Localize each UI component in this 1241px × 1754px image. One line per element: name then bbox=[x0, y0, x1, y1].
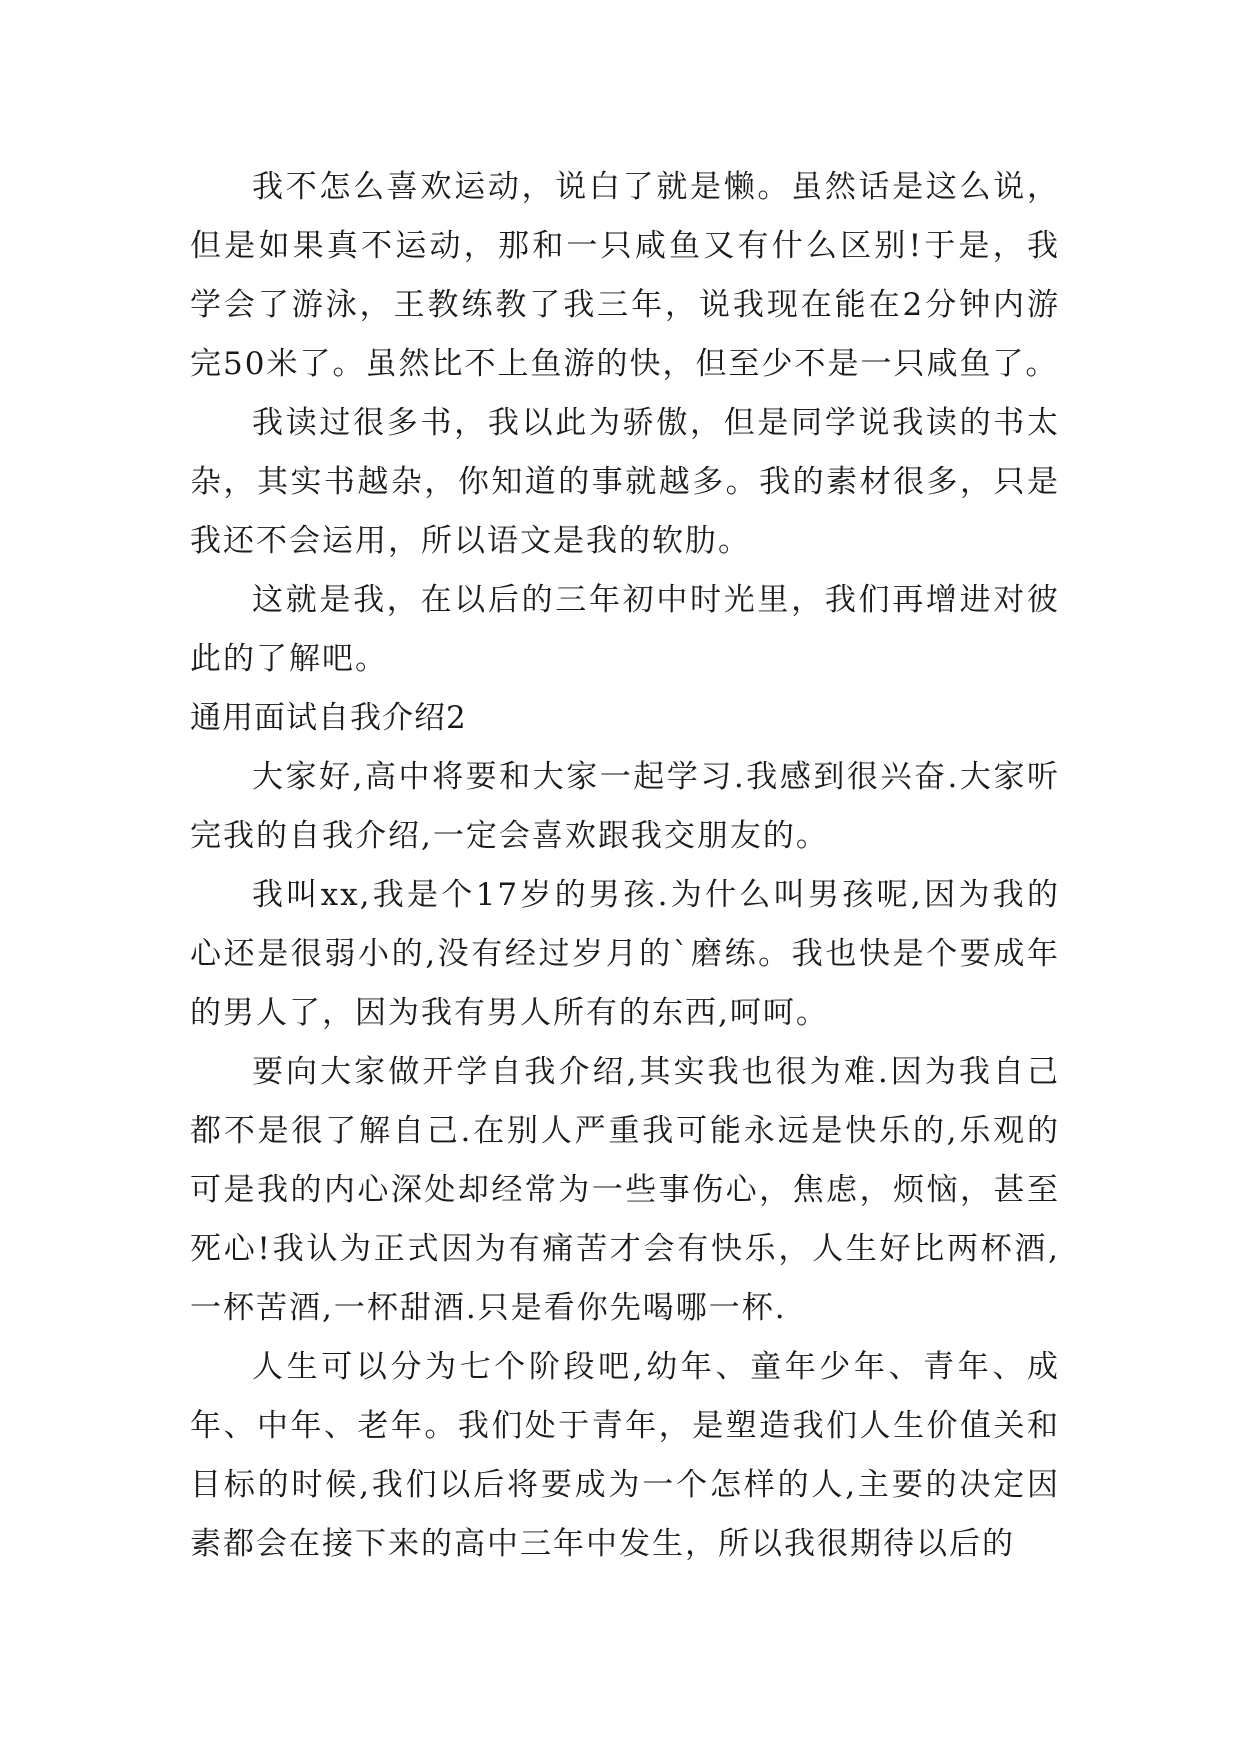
paragraph-exercise: 我不怎么喜欢运动，说白了就是懒。虽然话是这么说，但是如果真不运动，那和一只咸鱼又有什么区别!于是，我学会了游泳，王教练教了我三年，说我现在能在2分钟内游完50米了。虽然比不上鱼游的快，但至少不是一只咸鱼了。 bbox=[190, 169, 1060, 382]
paragraph-reading: 我读过很多书，我以此为骄傲，但是同学说我读的书太杂，其实书越杂，你知道的事就越多。我的素材很多，只是我还不会运用，所以语文是我的软肋。 bbox=[190, 405, 1060, 559]
paragraph-name-age: 我叫xx,我是个17岁的男孩.为什么叫男孩呢,因为我的心还是很弱小的,没有经过岁月的`磨练。我也快是个要成年的男人了，因为我有男人所有的东西,呵呵。 bbox=[190, 877, 1060, 1031]
document-body bbox=[190, 158, 1060, 1574]
paragraph-self-reflection: 要向大家做开学自我介绍,其实我也很为难.因为我自己都不是很了解自己.在别人严重我可能永远是快乐的,乐观的可是我的内心深处却经常为一些事伤心，焦虑，烦恼，甚至死心!我认为正式因为有痛苦才会有快乐，人生好比两杯酒,一杯苦酒,一杯甜酒.只是看你先喝哪一杯. bbox=[190, 1054, 1060, 1326]
paragraph-closing: 这就是我，在以后的三年初中时光里，我们再增进对彼此的了解吧。 bbox=[190, 582, 1060, 677]
paragraph-life-stages: 人生可以分为七个阶段吧,幼年、童年少年、青年、成年、中年、老年。我们处于青年，是塑造我们人生价值关和目标的时候,我们以后将要成为一个怎样的人,主要的决定因素都会在接下来的高中三年中发生，所以我很期待以后的 bbox=[190, 1349, 1060, 1562]
paragraph-greeting: 大家好,高中将要和大家一起学习.我感到很兴奋.大家听完我的自我介绍,一定会喜欢跟我交朋友的。 bbox=[190, 759, 1060, 854]
section-title: 通用面试自我介绍2 bbox=[190, 700, 467, 736]
